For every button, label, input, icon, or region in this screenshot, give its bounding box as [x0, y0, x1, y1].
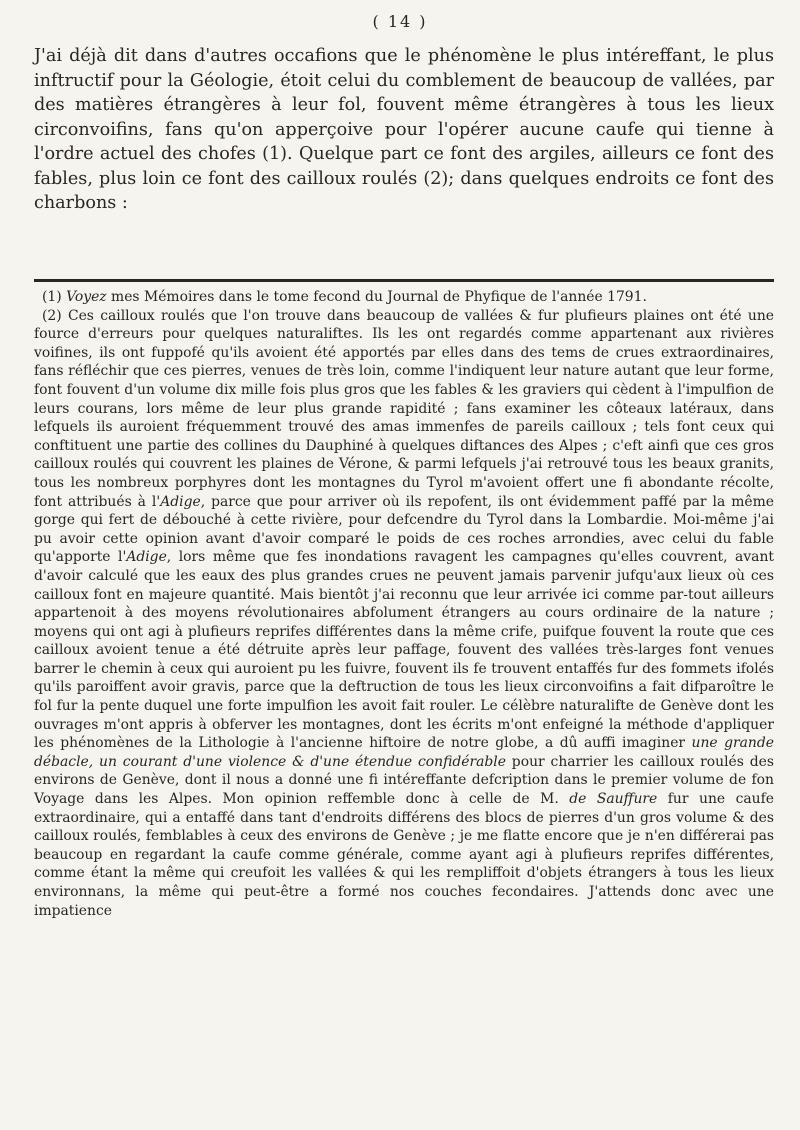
footnote-1: [34, 288, 774, 307]
footnote-2-text-2: , parce que pour arriver où ils repofent, ils ont évidemment paffé par la même gorge qui fert de débouché à cette rivière, pour defcendre du Tyrol dans la Lombardie. Moi-même j'ai pu avoir cette opinion avant d'avoir comparé le poids de ces roches arrondies, avec celui du fable qu'apporte l': [34, 493, 774, 566]
footnotes: [34, 288, 774, 920]
footnote-1-text: mes Mémoires dans le tome fecond du Journal de Phyfique de l'année 1791.: [106, 289, 647, 305]
footnote-2-text-5: fur une caufe extraordinaire, qui a entaffé dans tant d'endroits différens des blocs de pierres d'un gros volume & des cailloux roulés, femblables à ceux des environs de Genève ; je me flatte encore que je n'en différerai pas beaucoup en regardant la caufe comme générale, comme ayant agi à plufieurs reprifes différentes, comme étant la même qui creufoit les vallées & qui les rempliffoit d'objets étrangers à tous les lieux environnans, la même qui peut-être a formé nos couches fecondaires. J'attends donc avec une impatience: [34, 791, 774, 919]
footnote-separator: [34, 279, 774, 282]
footnote-2-saussure: de Sauffure: [569, 791, 658, 808]
footnote-2-adige-1: Adige: [160, 493, 201, 510]
footnote-2: [34, 307, 774, 921]
footnote-2-text-4: pour charrier les cailloux roulés des environs de Genève, dont il nous a donné une fi intéreffante defcription dans le premier volume de fon Voyage dans les Alpes. Mon opinion reffemble donc à celle de M.: [34, 753, 774, 808]
footnote-2-text-1: Ces cailloux roulés que l'on trouve dans beaucoup de vallées & fur plufieurs plaines ont été une fource d'erreurs pour quelques naturaliftes. Ils les ont regardés comme appartenant aux rivières voifines, ils ont fuppofé qu'ils avoient été apportés par elles dans des tems de crues extraordinaires, fans réfléchir que ces pierres, venues de très loin, comme l'indiquent leur nature autant que leur forme, font fouvent d'un volume dix mille fois plus gros que les fables & les graviers qui cèdent à l'impulfion de leurs courans, lors même de leur plus grande rapidité ; fans examiner les côteaux latéraux, dans lefquels ils auroient fréquemment trouvé des amas immenfes de pareils cailloux ; tels font ceux qui conftituent une partie des collines du Dauphiné à quelques diftances des Alpes ; c'eft ainfi que ces gros cailloux roulés qui couvrent les plaines de Vérone, & parmi lefquels j'ai retrouvé tous les beaux granits, tous les nombreux porphyres dont les montagnes du Tyrol m'avoient offert une fi abondante récolte, font attribués à l': [34, 307, 774, 510]
footnote-2-italic-phrase: une grande débacle, un courant d'une violence & d'une étendue confidérable: [34, 735, 774, 770]
main-paragraph: J'ai déjà dit dans d'autres occafions que le phénomène le plus intéreffant, le plus inftructif pour la Géologie, étoit celui du comblement de beaucoup de vallées, par des matières étrangères à leur fol, fouvent même étrangères à tous les lieux circonvoifins, fans qu'on apperçoive pour l'opérer aucune caufe qui tienne à l'ordre actuel des chofes (1). Quelque part ce font des argiles, ailleurs ce font des fables, plus loin ce font des cailloux roulés (2); dans quelques endroits ce font des charbons :: [34, 46, 774, 213]
footnote-2-adige-2: Adige: [126, 549, 167, 566]
footnote-2-text-3: , lors même que fes inondations ravagent les campagnes qu'elles couvrent, avant d'avoir calculé que les eaux des plus grandes crues ne peuvent jamais parvenir jufqu'aux lieux où ces cailloux font en majeure quantité. Mais bientôt j'ai reconnu que leur arrivée ici comme par-tout ailleurs appartenoit à des moyens révolutionaires abfolument étrangers au cours ordinaire de la nature ; moyens qui ont agi à plufieurs reprifes différentes dans la même crife, puifque fouvent la route que ces cailloux avoient tenue a été détruite après leur paffage, fouvent des vallées très-larges font venues barrer le chemin à ceux qui auroient pu les fuivre, fouvent ils fe trouvent entaffés fur des fommets ifolés qu'ils paroiffent avoir gravis, parce que la deftruction de tous les lieux circonvoifins a fait difparoître le fol fur la pente duquel une forte impulfion les avoit fait rouler. Le célèbre naturalifte de Genève dont les ouvrages m'ont appris à obferver les montagnes, dont les écrits m'ont enfeigné la méthode d'appliquer les phénomènes de la Lithologie à l'ancienne hiftoire de notre globe, a dû auffi imaginer: [34, 549, 774, 752]
footnote-2-mark: (2): [42, 307, 62, 324]
footnote-1-voyez: Voyez: [66, 289, 107, 305]
page-number: ( 14 ): [372, 12, 428, 31]
footnote-1-mark: (1): [42, 289, 62, 305]
main-text: [34, 44, 774, 216]
